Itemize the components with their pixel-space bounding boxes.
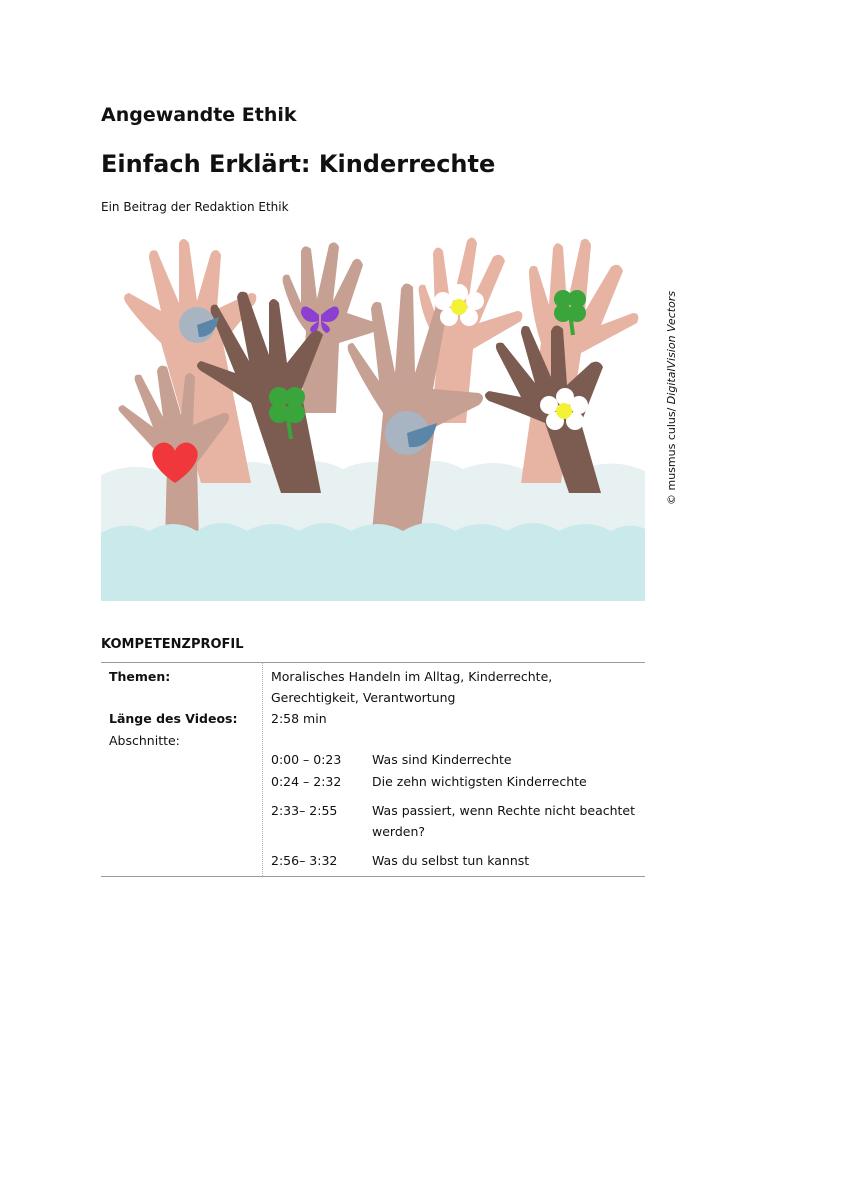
competence-profile-heading: KOMPETENZPROFIL xyxy=(101,637,244,652)
page-title: Einfach Erklärt: Kinderrechte xyxy=(101,150,496,178)
section-time: 0:00 – 0:23 xyxy=(271,752,342,767)
themes-label: Themen: xyxy=(109,669,171,684)
table-top-rule xyxy=(101,662,645,663)
byline: Ein Beitrag der Redaktion Ethik xyxy=(101,200,289,214)
section-description: Was passiert, wenn Rechte nicht beachtet werden? xyxy=(372,803,636,839)
section-description: Was sind Kinderrechte xyxy=(372,752,512,767)
video-length-value: 2:58 min xyxy=(271,711,327,726)
section-time: 2:33– 2:55 xyxy=(271,803,338,818)
raised-hands-illustration xyxy=(101,213,645,601)
table-column-divider xyxy=(262,662,263,876)
subject-heading: Angewandte Ethik xyxy=(101,104,297,126)
section-description: Die zehn wichtigsten Kinderrechte xyxy=(372,774,587,789)
front-cloud-layer xyxy=(101,523,645,601)
section-time: 2:56– 3:32 xyxy=(271,853,338,868)
image-credit: © musmus culus/ DigitalVision Vectors xyxy=(665,290,678,505)
section-time: 0:24 – 2:32 xyxy=(271,774,342,789)
table-bottom-rule xyxy=(101,876,645,877)
sections-label: Abschnitte: xyxy=(109,733,180,748)
themes-value: Moralisches Handeln im Alltag, Kinderrechte, Gerechtigkeit, Verantwortung xyxy=(271,669,553,705)
section-description: Was du selbst tun kannst xyxy=(372,853,530,868)
video-length-label: Länge des Videos: xyxy=(109,711,238,726)
